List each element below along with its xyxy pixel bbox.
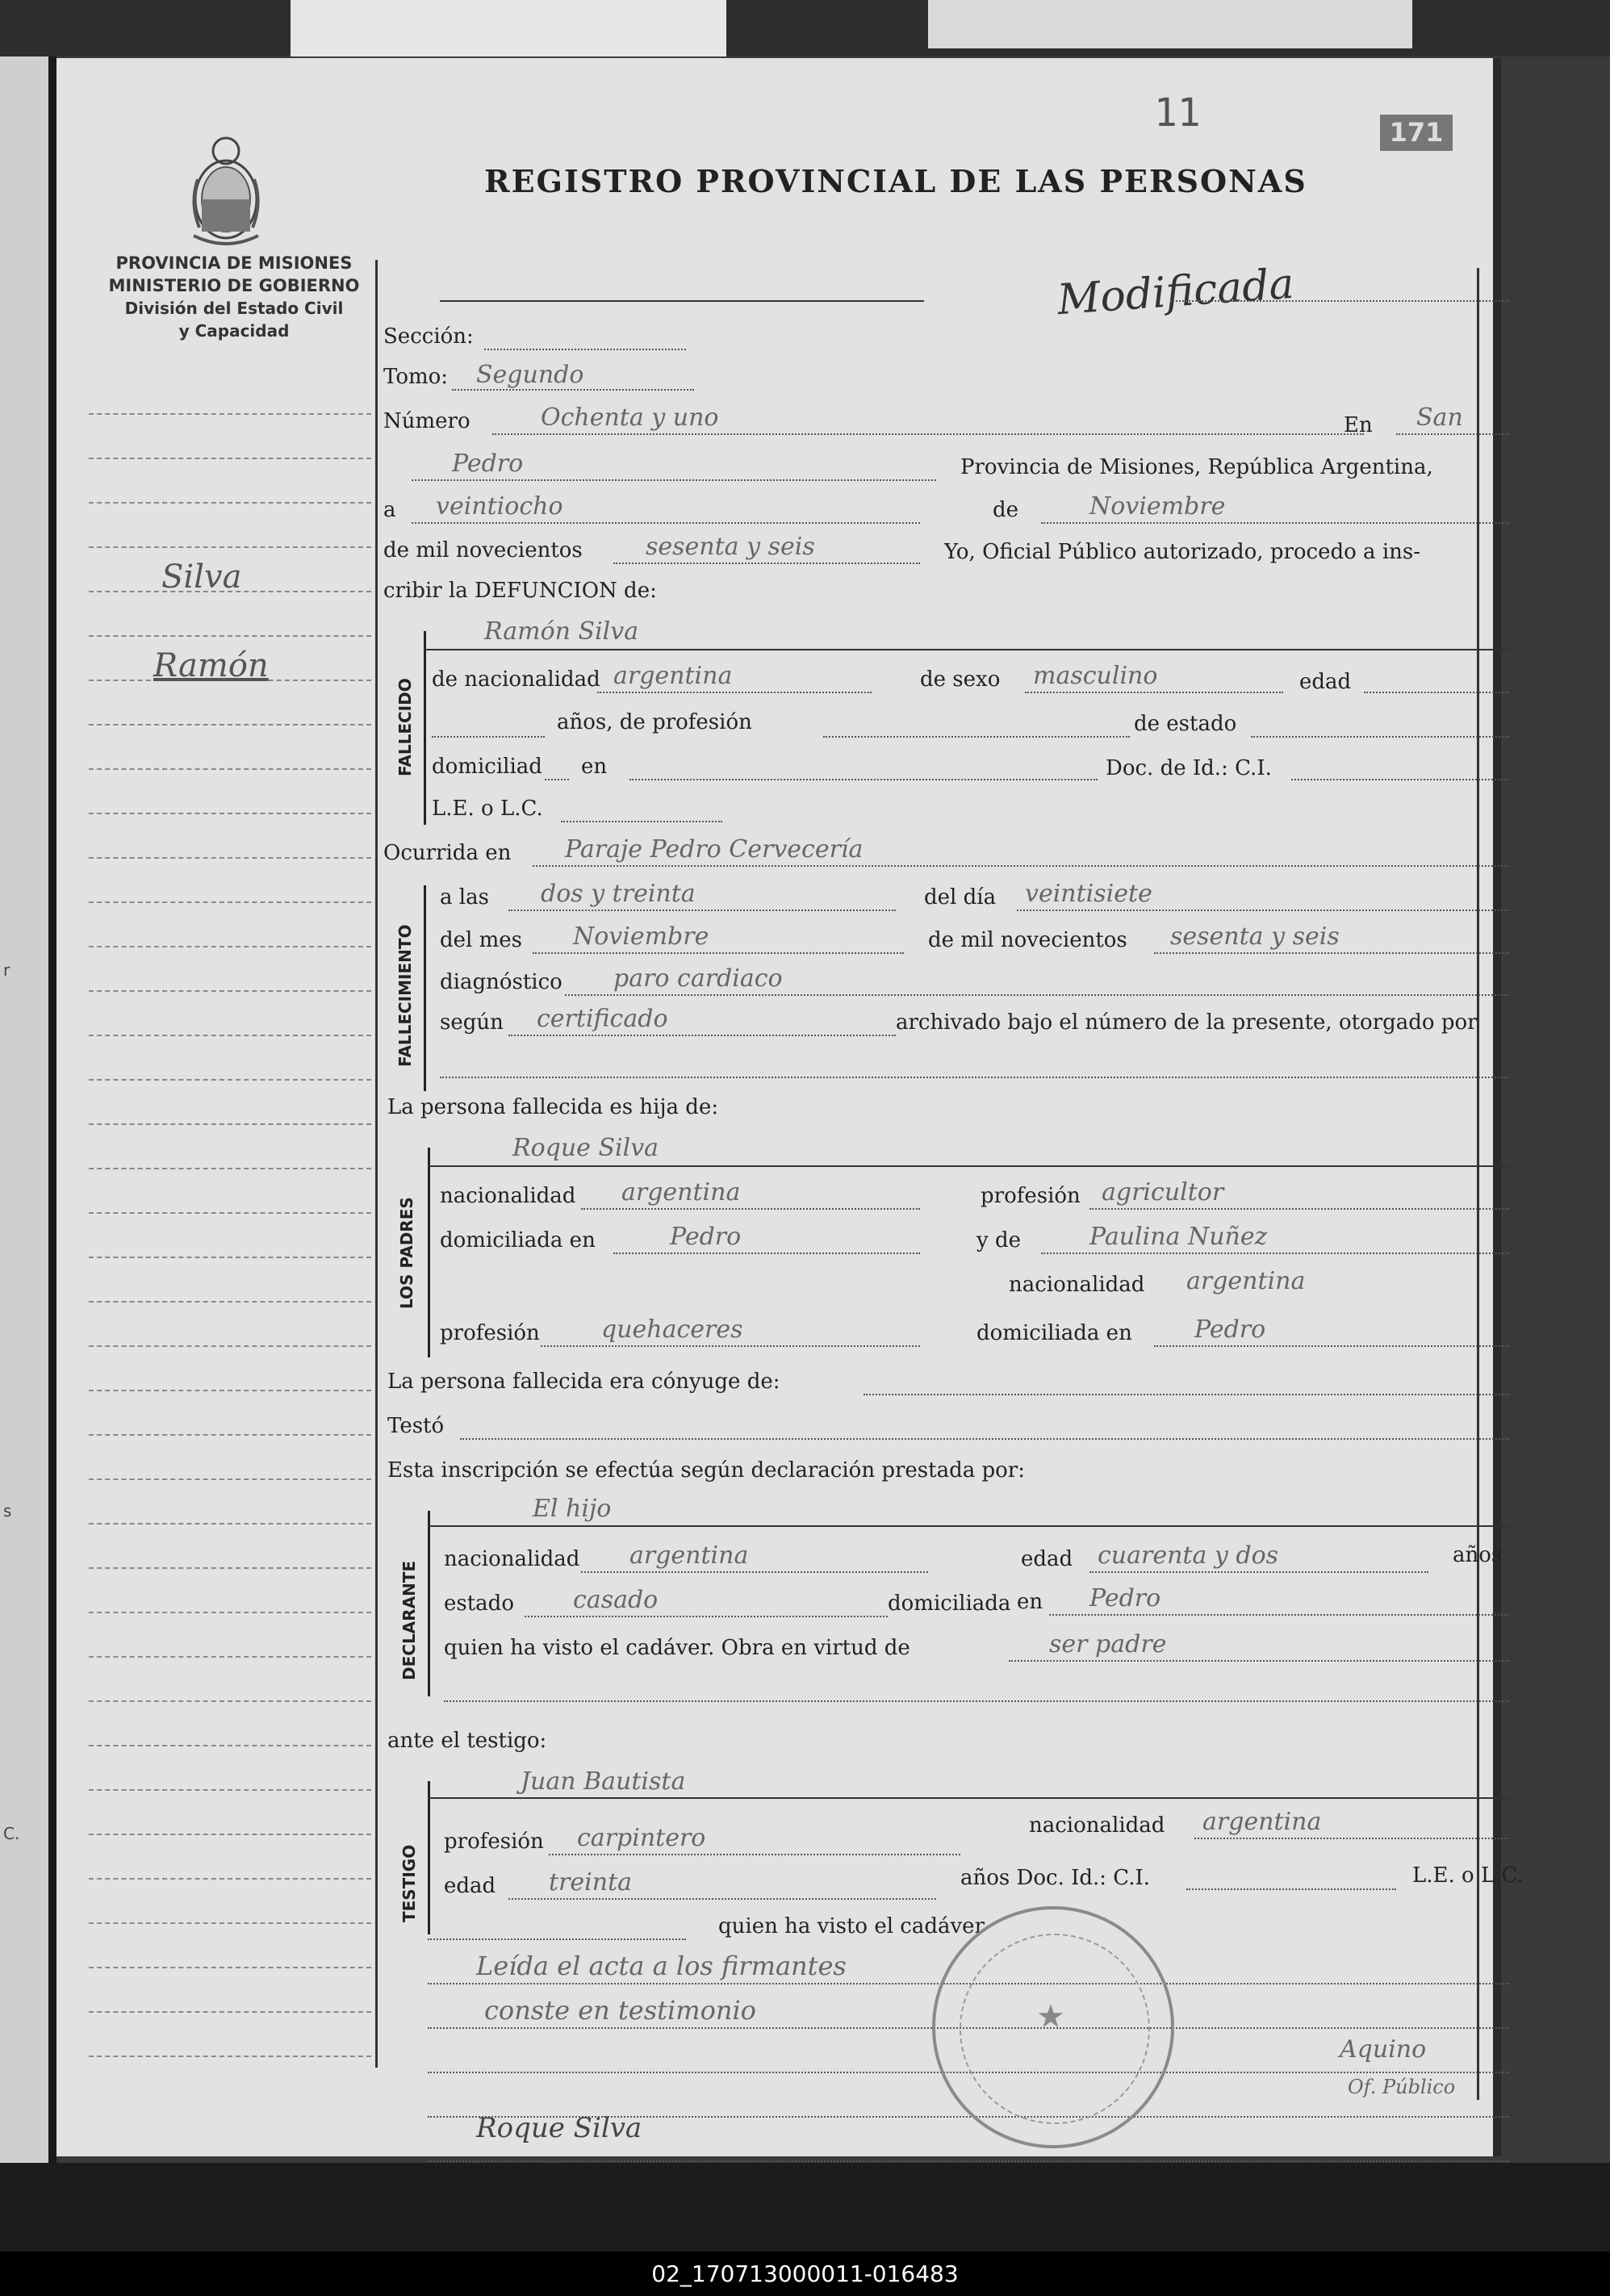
top-background: [0, 0, 1610, 56]
sexo-value: masculino: [1033, 662, 1158, 690]
testigo-edad-line: [508, 1898, 936, 1900]
estado-label: de estado: [1134, 712, 1237, 736]
testigo-visto-text: quien ha visto el cadáver: [718, 1914, 985, 1938]
sexo-label: de sexo: [920, 667, 1001, 692]
ministry-header: [89, 252, 379, 342]
padre-domicilio-line: [613, 1253, 920, 1254]
sexo-line: [1025, 692, 1283, 693]
observation-line-1: Leída el acta a los firmantes: [476, 1951, 847, 1981]
declarante-domicilio-value: Pedro: [1089, 1584, 1161, 1612]
section-bracket: [428, 1511, 430, 1696]
mil-label: de mil novecientos: [383, 538, 583, 562]
modification-annotation: Modificada: [1056, 259, 1296, 325]
testigo-nacionalidad-line: [1194, 1838, 1509, 1839]
seccion-label: Sección:: [383, 324, 474, 349]
madre-blank-line: [440, 300, 924, 302]
delmes-line: [533, 952, 904, 954]
book-spine: [48, 56, 56, 2163]
padre-nacionalidad-label: nacionalidad: [440, 1184, 576, 1208]
testigo-profesion-line: [549, 1854, 960, 1855]
folio-number: 11: [1154, 90, 1201, 136]
diag-line: [565, 994, 1509, 996]
domicilio-label: domiciliad: [432, 755, 542, 779]
demil-value: sesenta y seis: [1170, 922, 1340, 951]
doc-label: Doc. de Id.: C.I.: [1106, 756, 1272, 780]
numero-value: Ochenta y uno: [541, 404, 719, 432]
madre-domicilio-value: Pedro: [1194, 1315, 1266, 1344]
section-label-declarante: DECLARANTE: [399, 1560, 419, 1680]
domicilio-line: [545, 779, 569, 780]
testigo-profesion-value: carpintero: [577, 1824, 706, 1852]
declarante-visto-text: quien ha visto el cadáver. Obra en virtud de: [444, 1636, 910, 1660]
declarante-domicilio-label: domiciliada: [888, 1591, 1011, 1616]
madre-domicilio-label: domiciliada en: [976, 1321, 1132, 1345]
margin-given-name: Ramón: [153, 647, 269, 684]
testo-label: Testó: [387, 1414, 445, 1438]
de-label: de: [993, 498, 1019, 522]
madre-profesion-value: quehaceres: [601, 1315, 743, 1344]
testigo-profesion-label: profesión: [444, 1830, 544, 1854]
diag-label: diagnóstico: [440, 970, 562, 994]
nacionalidad-line: [597, 692, 872, 693]
left-page-mark: s: [3, 1501, 12, 1520]
section-bracket: [428, 1781, 430, 1934]
padre-name: Roque Silva: [512, 1134, 659, 1162]
testigo-le-label: L.E. o L.C.: [1412, 1863, 1524, 1888]
madre-profesion-label: profesión: [440, 1321, 540, 1345]
conyuge-line: [864, 1394, 1509, 1395]
diag-value: paro cardiaco: [613, 964, 783, 993]
a-value: veintiocho: [436, 492, 563, 521]
previous-page-edge: [0, 56, 48, 2163]
testigo-doc-line: [1186, 1888, 1396, 1890]
padre-profesion-line: [1089, 1208, 1509, 1210]
segun-line: [508, 1035, 896, 1036]
padre-nacionalidad-value: argentina: [621, 1178, 741, 1207]
hija-text: La persona fallecida es hija de:: [387, 1095, 719, 1119]
segun-value: certificado: [537, 1005, 668, 1033]
declarante-name-line: [428, 1525, 1509, 1527]
anios-label: años, de profesión: [557, 710, 752, 734]
edad-label: edad: [1299, 670, 1352, 694]
testigo-text: ante el testigo:: [387, 1729, 547, 1753]
demil-label: de mil novecientos: [928, 928, 1127, 952]
en-value: San: [1416, 404, 1463, 432]
conyuge-text: La persona fallecida era cónyuge de:: [387, 1370, 780, 1394]
madre-nacionalidad-label: nacionalidad: [1009, 1273, 1145, 1297]
declarante-visto-value: ser padre: [1049, 1630, 1167, 1658]
padre-name-line: [428, 1165, 1509, 1167]
domicilio-en-line: [629, 779, 1098, 780]
mil-value: sesenta y seis: [646, 533, 815, 561]
mil-line: [613, 562, 920, 564]
en-label: En: [1344, 413, 1373, 437]
underlying-page-strip-2: [928, 0, 1412, 48]
domicilio-en: en: [581, 755, 608, 779]
edad-line: [1364, 692, 1509, 693]
testigo-edad-label: edad: [444, 1874, 496, 1898]
margin-surname: Silva: [161, 558, 242, 596]
observation-line-2: conste en testimonio: [484, 1995, 756, 2026]
testigo-edad-value: treinta: [549, 1868, 633, 1897]
tomo-value: Segundo: [476, 361, 584, 389]
yde-line: [1041, 1253, 1509, 1254]
officer-title: Of. Público: [1348, 2076, 1456, 2098]
testigo-blank-line: [428, 1938, 686, 1940]
inscripcion-text: Esta inscripción se efectúa según declaración prestada por:: [387, 1458, 1025, 1483]
archivado-line: [440, 1077, 1509, 1078]
le-line: [561, 821, 722, 822]
deldia-value: veintisiete: [1025, 880, 1152, 908]
declarante-anios-label: años: [1453, 1543, 1503, 1567]
declarante-edad-line: [1089, 1571, 1428, 1573]
oficial-text: Yo, Oficial Público autorizado, procedo a ins-: [944, 540, 1421, 564]
register-page: [56, 58, 1524, 2156]
declarante-estado-line: [525, 1616, 888, 1617]
signature-1: Roque Silva: [476, 2112, 642, 2144]
profesion-line: [823, 736, 1130, 738]
section-label-fallecido: FALLECIDO: [395, 678, 415, 776]
official-seal: [932, 1906, 1174, 2148]
madre-nacionalidad-value: argentina: [1186, 1267, 1306, 1295]
testigo-name-line: [428, 1797, 1509, 1799]
declarante-nacionalidad-label: nacionalidad: [444, 1547, 580, 1571]
deldia-line: [1017, 910, 1509, 911]
section-bracket: [424, 631, 426, 825]
image-caption: 02_170713000011-016483: [0, 2252, 1610, 2296]
le-label: L.E. o L.C.: [432, 797, 543, 821]
nacionalidad-label: de nacionalidad: [432, 667, 600, 692]
alas-value: dos y treinta: [541, 880, 696, 908]
left-page-mark: C.: [3, 1824, 20, 1843]
page-title: REGISTRO PROVINCIAL DE LAS PERSONAS: [484, 163, 1307, 199]
padre-profesion-value: agricultor: [1102, 1178, 1224, 1207]
padre-domicilio-value: Pedro: [670, 1223, 742, 1251]
fallecido-name-line: [424, 649, 1509, 650]
a-line: [412, 522, 920, 524]
alas-line: [508, 910, 896, 911]
alas-label: a las: [440, 885, 489, 910]
declarante-estado-label: estado: [444, 1591, 514, 1616]
declarante-blank-line: [444, 1700, 1509, 1702]
ministry-line: PROVINCIA DE MISIONES: [115, 253, 353, 273]
section-bracket: [424, 885, 426, 1091]
declarante-edad-value: cuarenta y dos: [1098, 1541, 1279, 1570]
anios-line: [432, 736, 545, 738]
officer-signature: Aquino: [1340, 2035, 1427, 2064]
demil-line: [1154, 952, 1509, 954]
tomo-line: [452, 389, 694, 391]
doc-line: [1291, 779, 1509, 780]
declarante-name: El hijo: [533, 1495, 612, 1523]
ministry-line: y Capacidad: [178, 321, 290, 341]
declarante-nacionalidad-line: [581, 1571, 928, 1573]
stamp-number: 171: [1380, 115, 1453, 151]
en-line: [1396, 433, 1509, 435]
ministry-line: División del Estado Civil: [124, 299, 344, 318]
seccion-line: [484, 349, 686, 350]
delmes-value: Noviembre: [573, 922, 709, 951]
lugar-value: Pedro: [452, 450, 524, 478]
segun-label: según: [440, 1010, 504, 1035]
defuncion-text: cribir la DEFUNCION de:: [383, 579, 657, 603]
testigo-doc-label: años Doc. Id.: C.I.: [960, 1866, 1151, 1890]
lugar-line: [412, 479, 936, 481]
coat-of-arms-icon: [182, 131, 270, 252]
ocurrida-value: Paraje Pedro Cervecería: [565, 835, 864, 864]
margin-divider: [375, 260, 378, 2068]
numero-line: [492, 433, 1364, 435]
yde-label: y de: [976, 1228, 1021, 1253]
testigo-name: Juan Bautista: [521, 1767, 686, 1796]
star-icon: ★: [1036, 1998, 1065, 2035]
estado-line: [1251, 736, 1509, 738]
de-line: [1041, 522, 1509, 524]
ocurrida-line: [533, 865, 1509, 867]
archivado-text: archivado bajo el número de la presente, otorgado por: [896, 1010, 1478, 1035]
death-record-form: [379, 300, 1524, 2156]
section-bracket: [428, 1148, 430, 1357]
section-label-testigo: TESTIGO: [399, 1844, 419, 1922]
deldia-label: del día: [924, 885, 997, 910]
madre-name: Paulina Nuñez: [1089, 1223, 1268, 1251]
section-label-fallecimiento: FALLECIMIENTO: [395, 924, 415, 1067]
padre-nacionalidad-line: [581, 1208, 920, 1210]
testo-line: [460, 1438, 1509, 1440]
declarante-visto-line: [1009, 1660, 1509, 1662]
madre-profesion-line: [541, 1345, 920, 1347]
left-page-mark: r: [3, 960, 10, 980]
de-value: Noviembre: [1089, 492, 1226, 521]
a-label: a: [383, 498, 396, 522]
section-label-padres: LOS PADRES: [397, 1197, 416, 1309]
tomo-label: Tomo:: [383, 365, 449, 389]
numero-label: Número: [383, 409, 470, 433]
madre-nacionalidad-line: [1170, 300, 1509, 302]
testigo-nacionalidad-value: argentina: [1202, 1808, 1322, 1836]
declarante-nacionalidad-value: argentina: [629, 1541, 749, 1570]
madre-domicilio-line: [1154, 1345, 1509, 1347]
ministry-line: MINISTERIO DE GOBIERNO: [108, 276, 360, 295]
declarante-domicilio-line: [1049, 1614, 1509, 1616]
delmes-label: del mes: [440, 928, 522, 952]
ocurrida-label: Ocurrida en: [383, 841, 512, 865]
fallecido-name: Ramón Silva: [484, 617, 639, 646]
padre-profesion-label: profesión: [981, 1184, 1081, 1208]
testigo-nacionalidad-label: nacionalidad: [1029, 1813, 1165, 1838]
provincia-text: Provincia de Misiones, República Argentina,: [960, 455, 1433, 479]
underlying-page-strip: [291, 0, 726, 56]
padre-domicilio-label: domiciliada en: [440, 1228, 596, 1253]
bottom-background: [0, 2163, 1610, 2252]
declarante-estado-value: casado: [573, 1586, 659, 1614]
nacionalidad-value: argentina: [613, 662, 733, 690]
declarante-domicilio-en: en: [1017, 1590, 1043, 1614]
declarante-edad-label: edad: [1021, 1547, 1073, 1571]
